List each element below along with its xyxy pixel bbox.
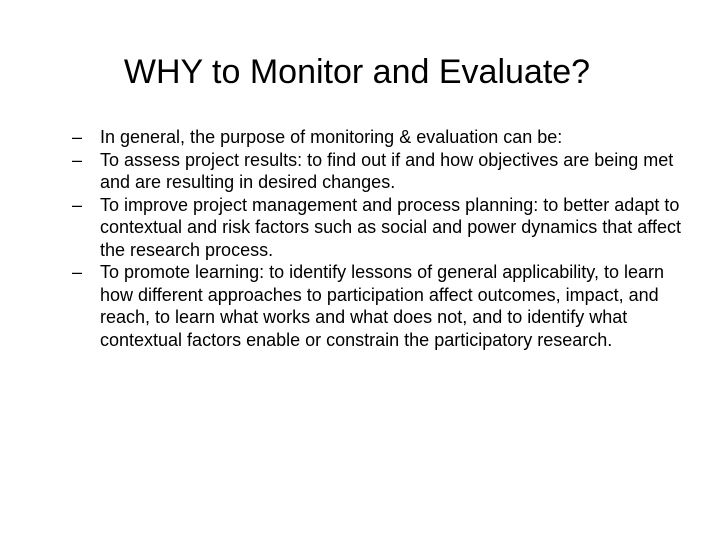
bullet-text: To improve project management and process planning: to better adapt to contextual and risk factors such as social and power dynamics that affect the research process. [100,194,681,260]
bullet-dash: – [72,127,83,147]
bullet-dash: – [72,194,83,215]
bullet-item [72,194,684,262]
bullet-text: To assess project results: to find out if and how objectives are being met and are resulting in desired changes. [100,149,674,192]
bullet-item [72,261,684,351]
bullet-text: To promote learning: to identify lessons of general applicability, to learn how different approaches to participation affect outcomes, impact, and reach, to learn what works and what does not, and to identify what contextual factors enable or constrain the participatory research. [100,262,664,350]
bullet-list [72,126,684,351]
bullet-dash: – [72,262,83,282]
bullet-dash: – [72,149,83,170]
bullet-item [72,126,684,149]
bullet-text: In general, the purpose of monitoring & evaluation can be: [100,127,563,147]
bullet-item [72,149,684,194]
slide-title: WHY to Monitor and Evaluate? [123,53,591,91]
